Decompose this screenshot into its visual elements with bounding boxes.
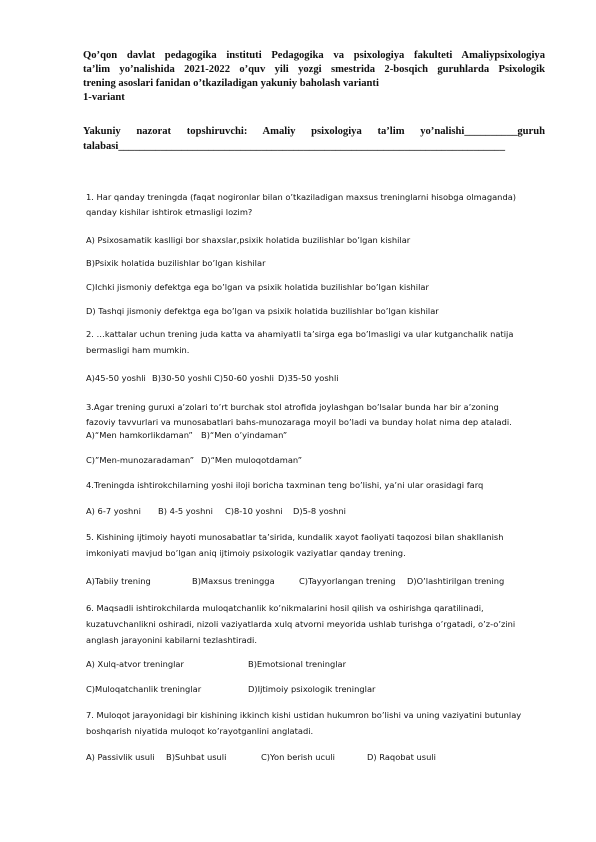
answer-option: B)Psixik holatida buzilishlar bo’lgan kishilar <box>86 258 266 268</box>
answer-option: A) Xulq-atvor treninglar <box>86 659 184 669</box>
answer-option: C)Ichki jismoniy defektga ega bo’lgan va psixik holatida buzilishlar bo’lgan kishilar <box>86 282 429 292</box>
student-info-line <box>83 124 545 154</box>
question-text: kuzatuvchanlikni oshiradi, nizoli vaziyatlarda xulq atvorni meyorida ushlab turishga o’rgatadi, o’z-o’zini <box>86 619 516 629</box>
answer-options-row <box>86 682 375 696</box>
variant-label: 1-variant <box>83 92 125 103</box>
answer-option: C)”Men-munozaradaman” <box>86 455 195 465</box>
answer-option: D)5-8 yoshni <box>293 506 346 516</box>
question-text: 5. Kishining ijtimoiy hayoti munosabatlar ta’sirida, kundalik xayot faoliyati taqozosi bilan shakllanish <box>86 532 504 542</box>
answer-option: A) Passivlik usuli <box>86 752 155 762</box>
question-text: 7. Muloqot jarayonidagi bir kishining ikkinch kishi ustidan hukumron bo’lishi va uning vaziyatini butunlay <box>86 710 522 720</box>
answer-option: D) Tashqi jismoniy defektga ega bo’lgan va psixik holatida buzilishlar bo’lgan kishilar <box>86 306 439 316</box>
question-text: fazoviy tavvurlari va munosabatlari bahs-munozaraga moyil bo’ladi va bunday holat nima dep ataladi. <box>86 417 512 427</box>
question-text: 6. Maqsadli ishtirokchilarda muloqatchanlik ko’nikmalarini hosil qilish va oshirishga qaratilinadi, <box>86 603 484 613</box>
answer-option: A)“Men hamkorlikdaman” <box>86 430 193 440</box>
student-group-field: Yakuniy nazorat topshiruvchi: Amaliy psixologiya ta’lim yo’nalishi__________guruh <box>83 126 545 137</box>
answer-option: B) 4-5 yoshni <box>158 506 213 516</box>
answer-options-row <box>86 453 302 467</box>
answer-option: C)Muloqatchanlik treninglar <box>86 684 202 694</box>
answer-option: B)Maxsus treningga <box>192 576 275 586</box>
header-line: trening asoslari fanidan o’tkaziladigan yakuniy baholash varianti <box>83 78 379 89</box>
answer-option: C)Yon berish uculi <box>261 752 335 762</box>
answer-option: A)45-50 yoshli <box>86 373 146 383</box>
question-text: qanday kishilar ishtirok etmasligi lozim? <box>86 207 253 217</box>
answer-option: D) Raqobat usuli <box>367 752 436 762</box>
answer-options-row <box>86 657 346 671</box>
answer-option: C)Tayyorlangan trening <box>299 576 396 586</box>
question-text: anglash jarayonini kabilarni tezlashtiradi. <box>86 635 257 645</box>
answer-options-row <box>86 504 346 518</box>
answer-options-row <box>86 574 504 588</box>
answer-option: D)35-50 yoshli <box>278 373 339 383</box>
answer-option: C)8-10 yoshni <box>225 506 283 516</box>
student-name-field: talabasi_________________________________________________________________________ <box>83 141 505 152</box>
answer-option: D)Ijtimoiy psixologik treninglar <box>248 684 376 694</box>
answer-option: B)Emotsional treninglar <box>248 659 347 669</box>
answer-options-row <box>86 428 287 442</box>
answer-option: A) 6-7 yoshni <box>86 506 141 516</box>
header-line: ta’lim yo’nalishida 2021-2022 o’quv yili yozgi smestrida 2-bosqich guruhlarda Psixologik <box>83 64 545 75</box>
answer-option: D)“Men muloqotdaman” <box>201 455 303 465</box>
question-text: imkoniyati mavjud bo’lgan aniq ijtimoiy psixologik vaziyatlar qanday trening. <box>86 548 406 558</box>
question-text: 2. …kattalar uchun trening juda katta va ahamiyatli ta’sirga ega bo’lmasligi va ular kutganchalik natija <box>86 329 514 339</box>
answer-option: A)Tabiiy trening <box>86 576 151 586</box>
header-line: Qo’qon davlat pedagogika instituti Pedagogika va psixologiya fakulteti Amaliypsixologiya <box>83 50 545 61</box>
answer-option: D)O’lashtirilgan trening <box>407 576 505 586</box>
answer-option: B)30-50 yoshli <box>152 373 212 383</box>
answer-option: A) Psixosamatik kaslligi bor shaxslar,psixik holatida buzilishlar bo’lgan kishilar <box>86 235 411 245</box>
answer-option: B)Suhbat usuli <box>166 752 227 762</box>
answer-option: C)50-60 yoshli <box>214 373 274 383</box>
answer-options-row <box>86 371 339 385</box>
answer-option: B)“Men o’yindaman” <box>201 430 288 440</box>
document-header <box>83 49 545 105</box>
question-text: bermasligi ham mumkin. <box>86 345 190 355</box>
question-text: 3.Agar trening guruxi a’zolari to’rt burchak stol atrofida joylashgan bo’lsalar bunda har bir a’zoning <box>86 402 499 412</box>
answer-options-row <box>86 750 436 764</box>
question-text: 1. Har qanday treningda (faqat nogironlar bilan o’tkaziladigan maxsus treninglarni hisobga olmaganda) <box>86 192 517 202</box>
question-text: 4.Treningda ishtirokchilarning yoshi iloji boricha taxminan teng bo’lishi, ya’ni ular orasidagi farq <box>86 480 484 490</box>
question-text: boshqarish niyatida muloqot ko’rayotganlini anglatadi. <box>86 726 314 736</box>
